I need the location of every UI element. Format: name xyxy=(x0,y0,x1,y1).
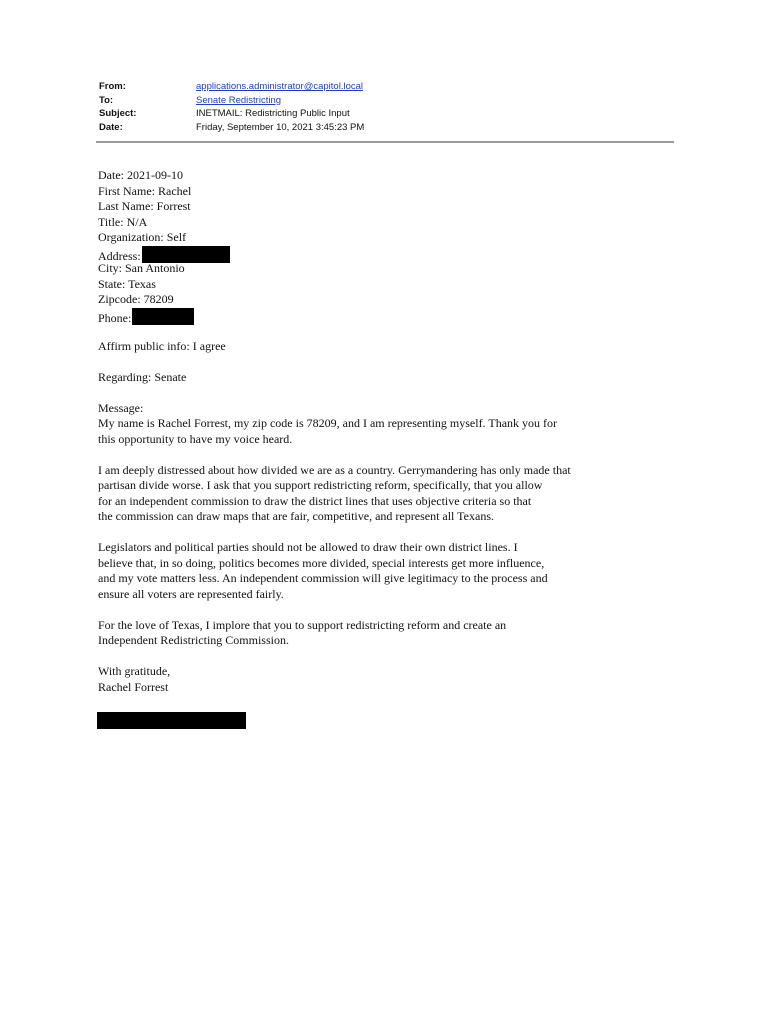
to-address-link[interactable]: Senate Redistricting xyxy=(196,94,282,106)
message-line: Legislators and political parties should not be allowed to draw their own district lines. I xyxy=(98,540,518,554)
address-redaction xyxy=(142,246,230,263)
message-line: and my vote matters less. An independent commission will give legitimacy to the process and xyxy=(98,571,548,585)
message-line: I am deeply distressed about how divided we are as a country. Gerrymandering has only made that xyxy=(98,462,571,477)
message-line: ensure all voters are represented fairly. xyxy=(98,586,284,601)
date-value: Friday, September 10, 2021 3:45:23 PM xyxy=(196,121,365,133)
to-label: To: xyxy=(99,94,114,106)
phone-redaction xyxy=(132,308,194,325)
message-line: for an independent commission to draw the district lines that uses objective criteria so that xyxy=(98,493,532,508)
date-row xyxy=(99,121,364,135)
form-last-name: Last Name: Forrest xyxy=(98,199,191,213)
message-line: believe that, in so doing, politics becomes more divided, special interests get more influence, xyxy=(98,555,545,570)
form-first-name: First Name: Rachel xyxy=(98,183,192,198)
from-row xyxy=(99,80,364,94)
form-state: State: Texas xyxy=(98,276,156,291)
message-line: My name is Rachel Forrest, my zip code is 78209, and I am representing myself. Thank you for xyxy=(98,416,558,430)
phone-label: Phone: xyxy=(98,310,132,325)
email-body xyxy=(98,168,618,695)
closing: With gratitude, xyxy=(98,664,171,678)
spacer xyxy=(98,385,618,401)
form-organization: Organization: Self xyxy=(98,230,187,244)
form-address xyxy=(98,246,618,262)
spacer xyxy=(98,602,618,618)
signature-redaction xyxy=(97,712,246,729)
signature: Rachel Forrest xyxy=(98,679,169,694)
spacer xyxy=(98,447,618,463)
from-label: From: xyxy=(99,81,126,92)
form-title: Title: N/A xyxy=(98,214,148,229)
spacer xyxy=(98,525,618,541)
message-line: the commission can draw maps that are fair, competitive, and represent all Texans. xyxy=(98,509,494,523)
date-label: Date: xyxy=(99,121,123,133)
form-phone xyxy=(98,308,618,324)
subject-value: INETMAIL: Redistricting Public Input xyxy=(196,108,350,119)
spacer xyxy=(98,323,618,339)
message-line: this opportunity to have my voice heard. xyxy=(98,431,293,446)
header-divider xyxy=(96,141,674,143)
spacer xyxy=(98,354,618,370)
form-zipcode: Zipcode: 78209 xyxy=(98,292,174,306)
form-affirm: Affirm public info: I agree xyxy=(98,338,226,353)
form-date: Date: 2021-09-10 xyxy=(98,168,183,182)
form-city: City: San Antonio xyxy=(98,261,185,275)
subject-label: Subject: xyxy=(99,108,137,119)
spacer xyxy=(98,649,618,665)
address-label: Address: xyxy=(98,248,141,263)
message-line: For the love of Texas, I implore that you to support redistricting reform and create an xyxy=(98,617,507,632)
subject-row xyxy=(99,107,364,121)
message-line: partisan divide worse. I ask that you support redistricting reform, specifically, that you allow xyxy=(98,478,543,492)
from-address-link[interactable]: applications.administrator@capitol.local xyxy=(196,81,364,92)
message-line: Independent Redistricting Commission. xyxy=(98,633,289,647)
form-regarding: Regarding: Senate xyxy=(98,369,187,384)
message-label: Message: xyxy=(98,400,144,415)
to-row xyxy=(99,94,364,108)
email-header xyxy=(99,80,364,134)
